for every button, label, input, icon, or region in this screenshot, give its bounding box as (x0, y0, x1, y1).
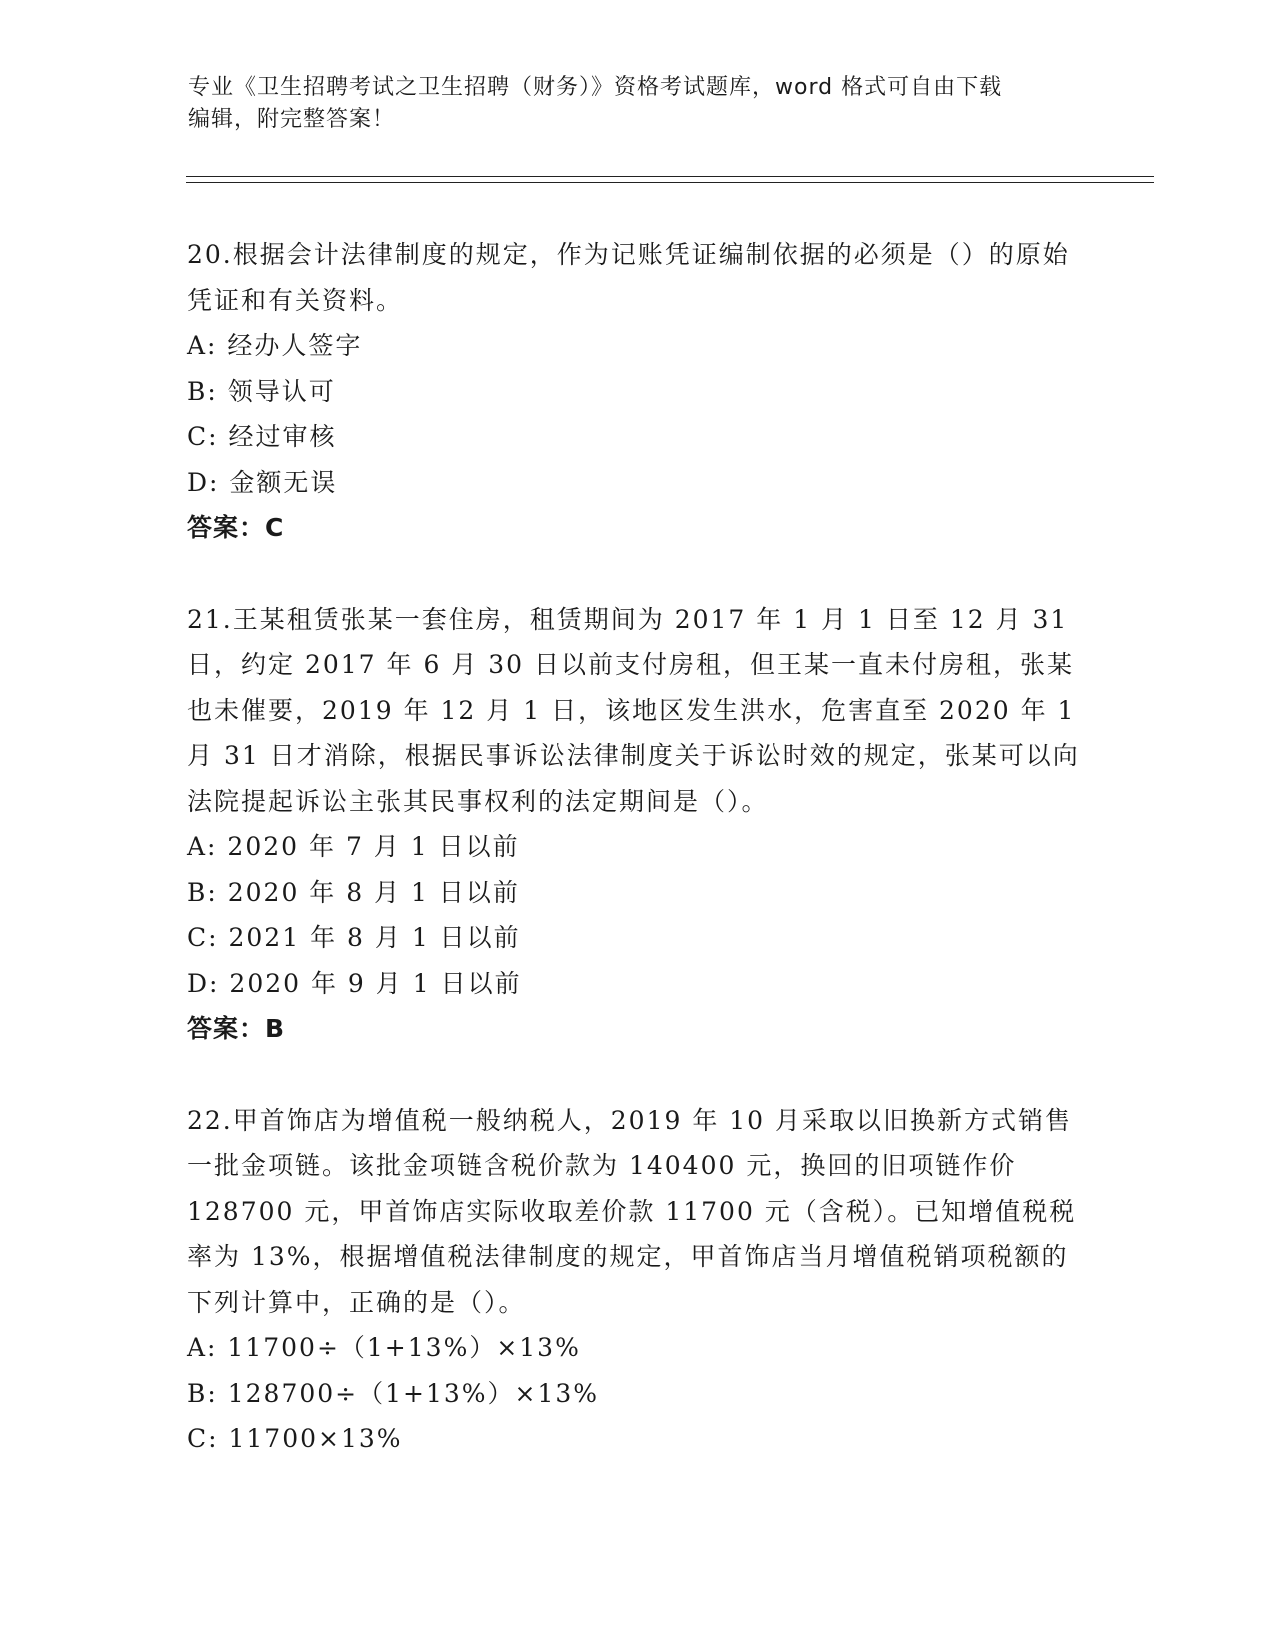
question-stem: 21.王某租赁张某一套住房，租赁期间为 2017 年 1 月 1 日至 12 月 31 日，约定 2017 年 6 月 30 日以前支付房租，但王某一直未付房租，张某也未催要，2019 年 12 月 1 日，该地区发生洪水，危害直至 2020 年 1 月 31 日才消除，根据民事诉讼法律制度关于诉讼时效的规定，张某可以向法院提起诉讼主张其民事权利的法定期间是（）。 (187, 604, 1080, 816)
answer: 答案：B (187, 1014, 286, 1043)
question-stem: 20.根据会计法律制度的规定，作为记账凭证编制依据的必须是（）的原始凭证和有关资料。 (187, 240, 1070, 315)
option-c: C: 经过审核 (187, 422, 337, 451)
option-d: D: 金额无误 (187, 467, 338, 497)
option-a: A: 经办人签字 (187, 331, 363, 360)
option-c: C: 11700×13% (187, 1424, 403, 1453)
option-b: B: 2020 年 8 月 1 日以前 (187, 877, 520, 907)
question-list (187, 232, 1087, 1508)
option-a: A: 2020 年 7 月 1 日以前 (187, 832, 520, 861)
header-line-1: 专业《卫生招聘考试之卫生招聘（财务）》资格考试题库，word 格式可自由下载 (188, 75, 1003, 100)
header-divider-bottom (186, 182, 1154, 183)
option-b: B: 128700÷（1+13%）×13% (187, 1378, 600, 1408)
option-b: B: 领导认可 (187, 376, 336, 406)
option-d: D: 2020 年 9 月 1 日以前 (187, 968, 522, 998)
question-20 (187, 232, 1087, 551)
document-header (188, 72, 1068, 136)
question-stem: 22.甲首饰店为增值税一般纳税人，2019 年 10 月采取以旧换新方式销售一批金项链。该批金项链含税价款为 140400 元，换回的旧项链作价 128700 元，甲首饰店实际收取差价款 11700 元（含税）。已知增值税税率为 13%，根据增值税法律制度的规定，甲首饰店当月增值税销项税额的下列计算中，正确的是（）。 (187, 1105, 1077, 1317)
option-a: A: 11700÷（1+13%）×13% (187, 1333, 581, 1362)
header-divider-top (186, 176, 1154, 177)
header-line-2: 编辑，附完整答案！ (188, 107, 396, 132)
question-22 (187, 1098, 1087, 1462)
answer: 答案：C (187, 513, 285, 542)
option-c: C: 2021 年 8 月 1 日以前 (187, 923, 521, 952)
question-21 (187, 597, 1087, 1052)
